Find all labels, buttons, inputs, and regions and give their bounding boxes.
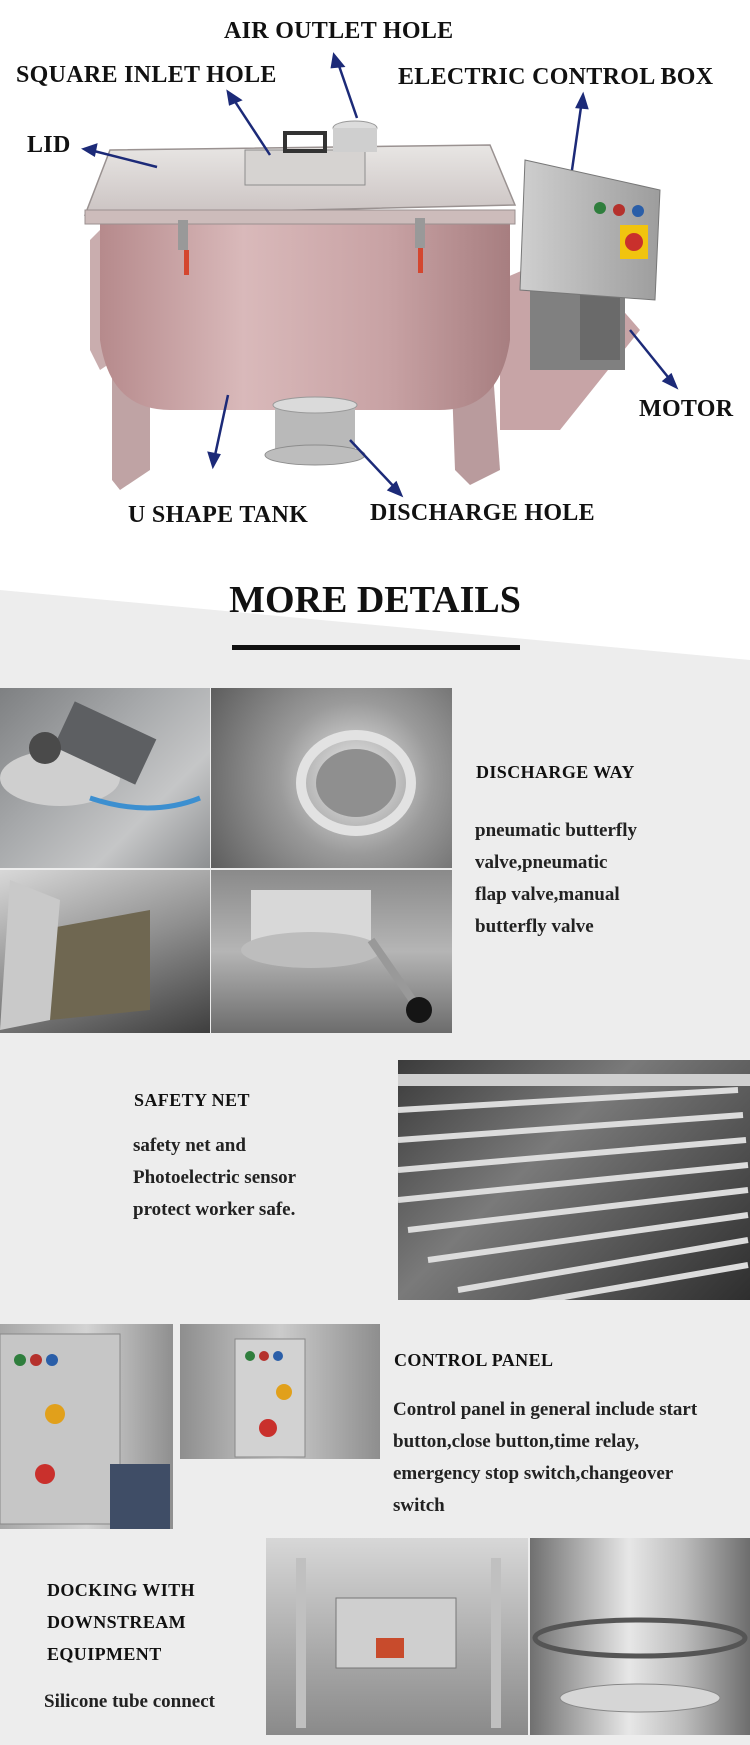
control-panel-title: CONTROL PANEL bbox=[394, 1350, 554, 1370]
photo-docking-frame bbox=[266, 1538, 528, 1735]
photo-control-panel-front bbox=[180, 1324, 380, 1459]
photo-manual-butterfly-valve bbox=[211, 870, 452, 1033]
safety-net-line: Photoelectric sensor bbox=[133, 1167, 297, 1188]
control-panel-description bbox=[393, 1394, 697, 1522]
control-panel-line: button,close button,time relay, bbox=[393, 1431, 640, 1452]
discharge-way-line: flap valve,manual bbox=[475, 884, 620, 905]
label-discharge-hole: DISCHARGE HOLE bbox=[370, 500, 595, 526]
discharge-way-title: DISCHARGE WAY bbox=[476, 762, 635, 782]
safety-net-line: protect worker safe. bbox=[133, 1199, 296, 1220]
u-shape-tank bbox=[100, 220, 510, 410]
safety-net-line: safety net and bbox=[133, 1135, 246, 1156]
safety-net-title: SAFETY NET bbox=[134, 1090, 250, 1110]
discharge-way-line: butterfly valve bbox=[475, 916, 594, 937]
more-details-heading: MORE DETAILS bbox=[229, 579, 521, 621]
docking-title-line: DOWNSTREAM bbox=[47, 1612, 187, 1632]
control-panel-line: Control panel in general include start bbox=[393, 1399, 698, 1420]
square-inlet-cover bbox=[245, 150, 365, 185]
label-u-shape-tank: U SHAPE TANK bbox=[128, 502, 309, 528]
photo-control-panel-side bbox=[0, 1324, 173, 1529]
photo-discharge-port-inside bbox=[211, 688, 452, 868]
discharge-way-description bbox=[475, 815, 637, 943]
photo-pneumatic-valve bbox=[0, 688, 210, 868]
label-air-outlet-hole: AIR OUTLET HOLE bbox=[224, 18, 454, 44]
docking-description: Silicone tube connect bbox=[44, 1691, 215, 1712]
docking-title-line: DOCKING WITH bbox=[47, 1580, 195, 1600]
photo-silicone-tube bbox=[530, 1538, 750, 1735]
safety-net-description bbox=[133, 1130, 296, 1226]
label-lid: LID bbox=[27, 132, 71, 158]
discharge-way-line: valve,pneumatic bbox=[475, 852, 608, 873]
label-motor: MOTOR bbox=[639, 396, 734, 422]
heading-underline bbox=[232, 645, 520, 650]
photo-flap-valve bbox=[0, 870, 210, 1033]
control-panel-line: emergency stop switch,changeover bbox=[393, 1463, 674, 1484]
control-panel-line: switch bbox=[393, 1495, 445, 1516]
label-square-inlet-hole: SQUARE INLET HOLE bbox=[16, 62, 277, 88]
discharge-way-line: pneumatic butterfly bbox=[475, 820, 638, 841]
label-electric-control-box: ELECTRIC CONTROL BOX bbox=[398, 64, 714, 90]
machine-diagram bbox=[0, 0, 750, 560]
photo-safety-net bbox=[398, 1060, 750, 1300]
docking-title-line: EQUIPMENT bbox=[47, 1644, 162, 1664]
docking-title bbox=[47, 1574, 195, 1670]
